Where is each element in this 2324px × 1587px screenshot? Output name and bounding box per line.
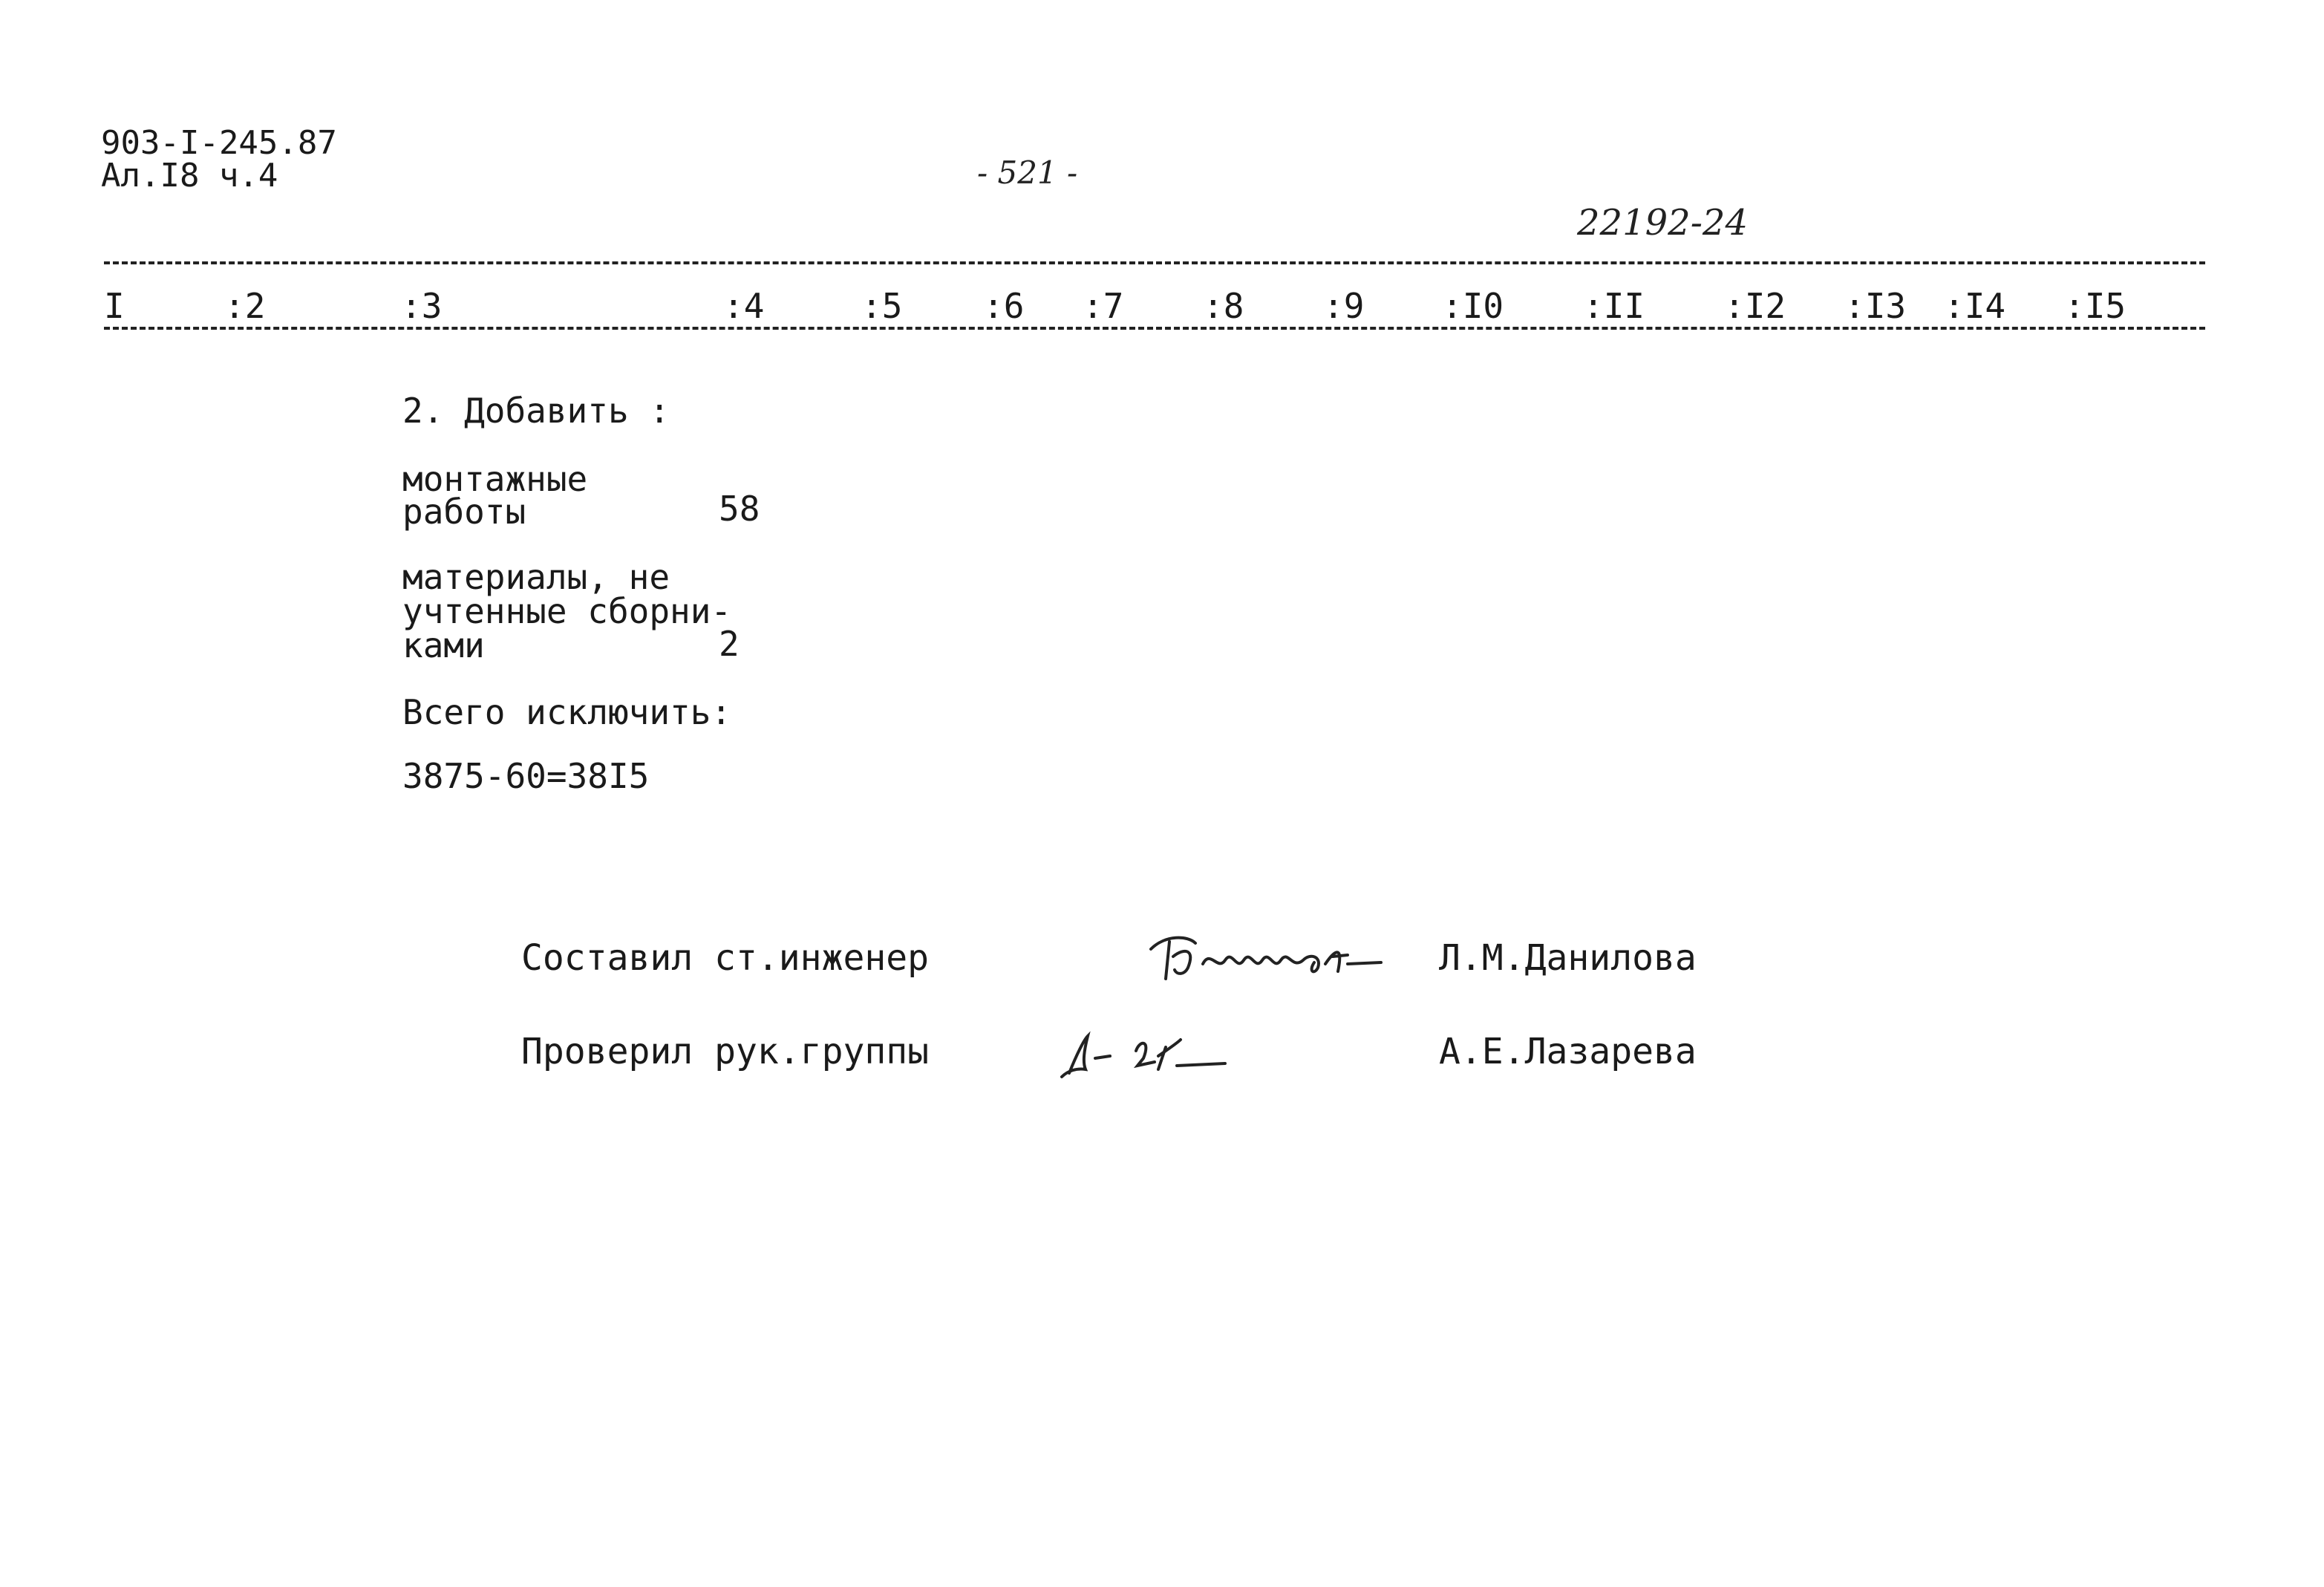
column-header: :3: [401, 286, 443, 326]
column-header: :I0: [1442, 286, 1504, 326]
checked-by-name: А.Е.Лазарева: [1439, 1031, 1697, 1072]
handwritten-signature-2: [1054, 1025, 1247, 1084]
column-header: :9: [1323, 286, 1365, 326]
item-label-line: ками: [402, 625, 485, 665]
handwritten-signature-1: [1143, 927, 1411, 994]
section-heading: 2. Добавить :: [402, 391, 670, 431]
document-code: 903-I-245.87: [101, 124, 337, 162]
table-header-bottom-rule: [104, 327, 2205, 330]
sheet-reference: Ал.I8 ч.4: [101, 157, 278, 195]
item-value: 58: [719, 489, 760, 529]
column-header: :I2: [1724, 286, 1786, 326]
column-header: I: [104, 286, 125, 326]
item-label-line: работы: [402, 492, 526, 532]
column-header: :8: [1203, 286, 1244, 326]
table-top-rule: [104, 261, 2205, 264]
column-header: :5: [861, 286, 903, 326]
page-number: - 521 -: [977, 154, 1078, 191]
column-header: :2: [224, 286, 266, 326]
inventory-number: 22192-24: [1577, 202, 1748, 244]
column-header: :II: [1583, 286, 1645, 326]
item-label-line: монтажные: [402, 459, 588, 499]
column-header: :I3: [1844, 286, 1907, 326]
item-label-line: учтенные сборни-: [402, 591, 732, 631]
compiled-by-label: Составил ст.инженер: [521, 937, 930, 979]
compiled-by-name: Л.М.Данилова: [1439, 937, 1697, 979]
column-header: :I5: [2064, 286, 2126, 326]
total-formula: 3875-60=38I5: [402, 756, 650, 796]
item-label-line: материалы, не: [402, 557, 670, 597]
column-header: :7: [1083, 286, 1124, 326]
column-header: :6: [983, 286, 1025, 326]
column-header: :I4: [1944, 286, 2006, 326]
checked-by-label: Проверил рук.группы: [521, 1031, 930, 1072]
item-value: 2: [719, 624, 740, 664]
total-label: Всего исключить:: [402, 692, 732, 732]
column-header: :4: [723, 286, 765, 326]
